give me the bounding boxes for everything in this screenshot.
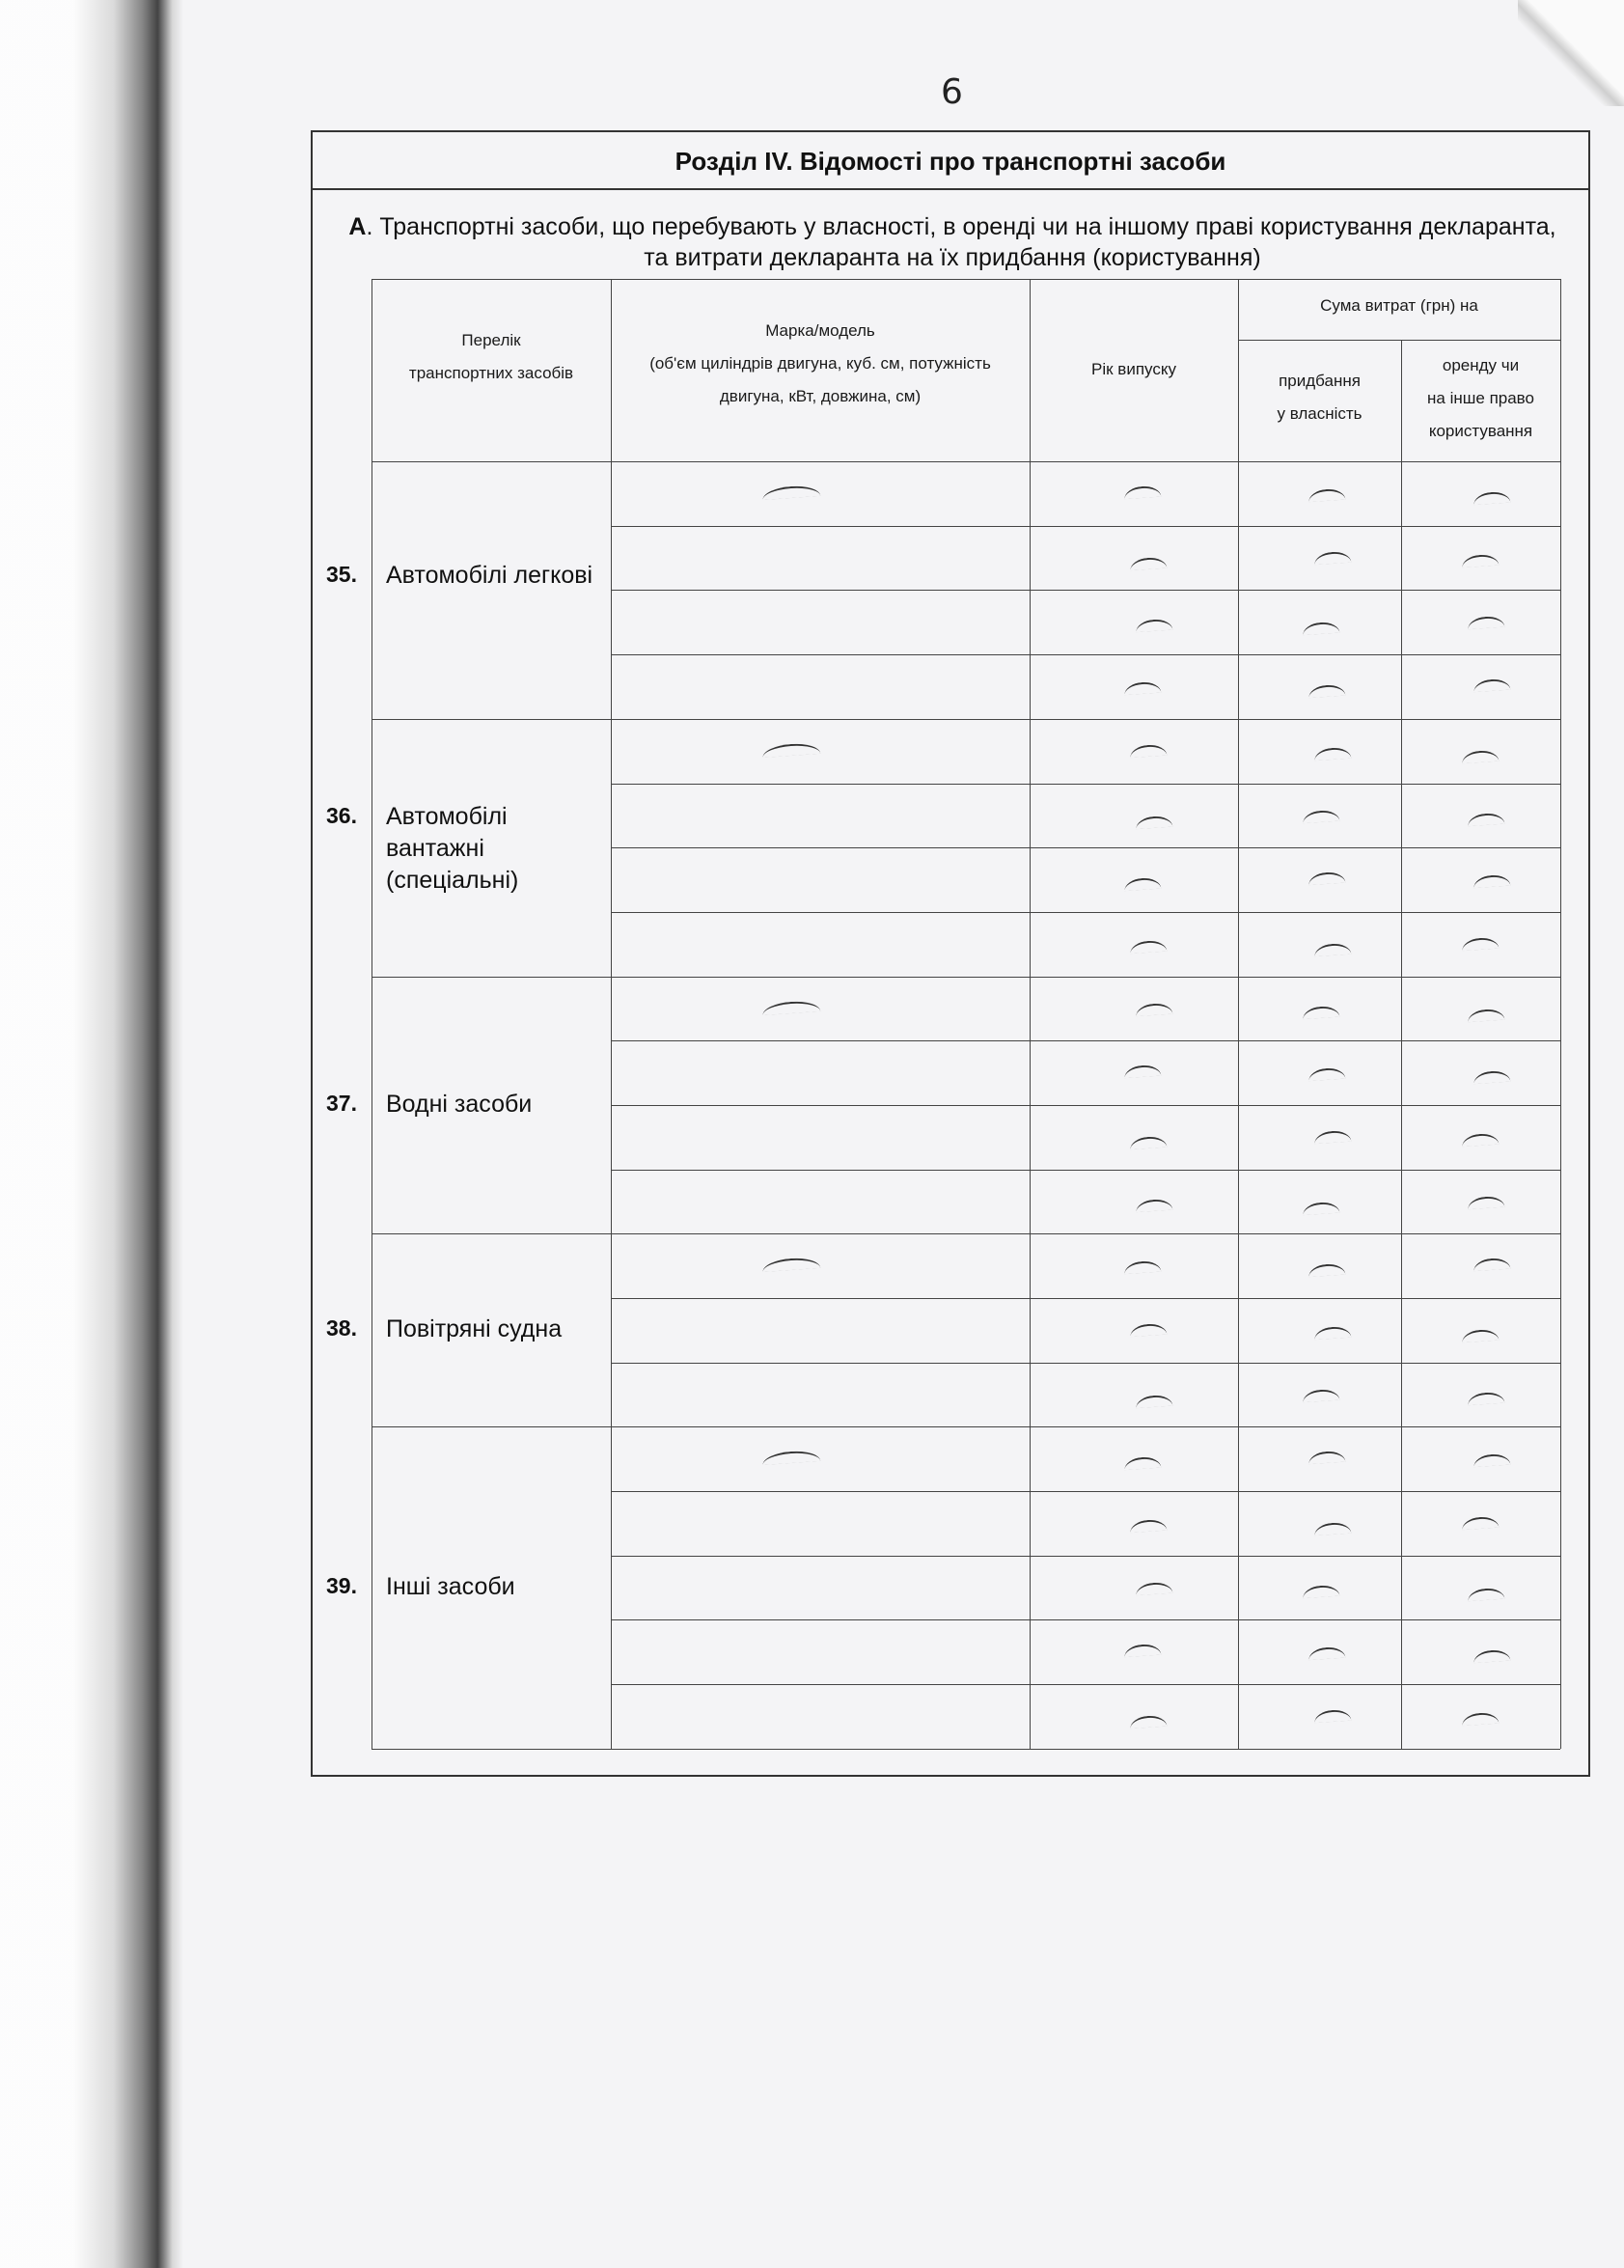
subsection-text: . Транспортні засоби, що перебувають у власності, в оренді чи на іншому праві користування декларанта, та витрати декларанта на їх придбання (користування)	[366, 213, 1556, 271]
category-number: 39.	[326, 1573, 357, 1598]
category-number: 38.	[326, 1315, 357, 1341]
page-number: 6	[941, 72, 963, 112]
header-list: Перелік транспортних засобів	[408, 331, 574, 382]
category-number: 35.	[326, 562, 357, 587]
folded-page-corner	[1518, 0, 1624, 106]
scan-shadow-edge	[0, 0, 183, 2268]
header-sum: Сума витрат (грн) на	[1320, 296, 1478, 315]
category-label: Повітряні судна	[386, 1315, 563, 1342]
header-rent: оренду чи на інше право користування	[1427, 356, 1534, 440]
section-title: Розділ IV. Відомості про транспортні засоби	[313, 132, 1588, 190]
category-number: 37.	[326, 1091, 357, 1116]
header-year: Рік випуску	[1091, 360, 1176, 378]
header-model: Марка/модель (об'єм циліндрів двигуна, куб. см, потужність двигуна, кВт, довжина, см)	[649, 321, 991, 405]
header-purchase: придбання у власність	[1277, 372, 1363, 423]
category-label: Автомобілі легкові	[386, 562, 593, 589]
category-label: Автомобілі вантажні (спеціальні)	[386, 803, 519, 894]
category-label: Водні засоби	[386, 1091, 533, 1118]
subsection-a-title	[342, 211, 1563, 273]
category-number: 36.	[326, 803, 357, 828]
subsection-letter: А	[348, 213, 367, 240]
category-label: Інші засоби	[386, 1573, 515, 1600]
